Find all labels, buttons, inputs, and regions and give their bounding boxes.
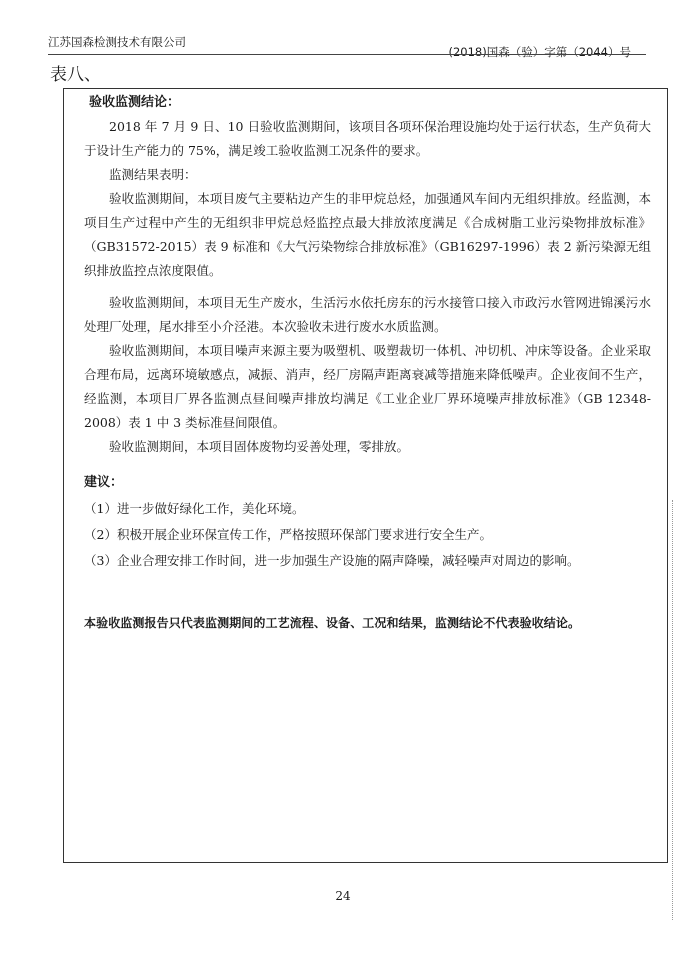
advice-item: （1）进一步做好绿化工作，美化环境。 [84, 501, 305, 516]
conclusion-paragraph: 监测结果表明： [109, 167, 197, 182]
scan-edge-mark [672, 500, 675, 920]
conclusion-heading: 验收监测结论： [89, 95, 181, 110]
table-title: 表八、 [50, 65, 101, 85]
advice-item: （2）积极开展企业环保宣传工作，严格按照环保部门要求进行安全生产。 [84, 527, 492, 542]
conclusion-paragraph: 验收监测期间，本项目噪声来源主要为吸塑机、吸塑裁切一体机、冲切机、冲床等设备。企业采取合理布局，远离环境敏感点，减振、消声，经厂房隔声距离衰减等措施来降低噪声。企业夜间不生产，经监测，本项目厂界各监测点昼间噪声排放均满足《工业企业厂界环境噪声排放标准》（GB 12348-2008）表 1 中 3 类标准昼间限值。 [84, 343, 651, 430]
conclusion-table [63, 88, 668, 863]
disclaimer-note: 本验收监测报告只代表监测期间的工艺流程、设备、工况和结果，监测结论不代表验收结论。 [84, 616, 581, 630]
page-number: 24 [335, 889, 351, 903]
report-number: (2018)国森（验）字第（2044）号 [448, 45, 631, 59]
conclusion-paragraph: 验收监测期间，本项目固体废物均妥善处理，零排放。 [109, 439, 410, 454]
advice-item: （3）企业合理安排工作时间，进一步加强生产设施的隔声降噪，减轻噪声对周边的影响。 [84, 553, 580, 568]
conclusion-paragraph: 2018 年 7 月 9 日、10 日验收监测期间，该项目各项环保治理设施均处于运行状态，生产负荷大于设计生产能力的 75%，满足竣工验收监测工况条件的要求。 [84, 119, 651, 158]
conclusion-content [84, 91, 651, 635]
conclusion-paragraph: 验收监测期间，本项目无生产废水，生活污水依托房东的污水接管口接入市政污水管网进锦溪污水处理厂处理，尾水排至小介泾港。本次验收未进行废水水质监测。 [84, 295, 651, 334]
company-name: 江苏国森检测技术有限公司 [48, 35, 186, 49]
header-divider [48, 54, 646, 55]
advice-heading: 建议： [84, 475, 124, 490]
conclusion-paragraph: 验收监测期间，本项目废气主要粘边产生的非甲烷总烃，加强通风车间内无组织排放。经监测，本项目生产过程中产生的无组织非甲烷总烃监控点最大排放浓度满足《合成树脂工业污染物排放标准》（GB31572-2015）表 9 标准和《大气污染物综合排放标准》（GB16297-1996）表 2 新污染源无组织排放监控点浓度限值。 [84, 191, 651, 278]
